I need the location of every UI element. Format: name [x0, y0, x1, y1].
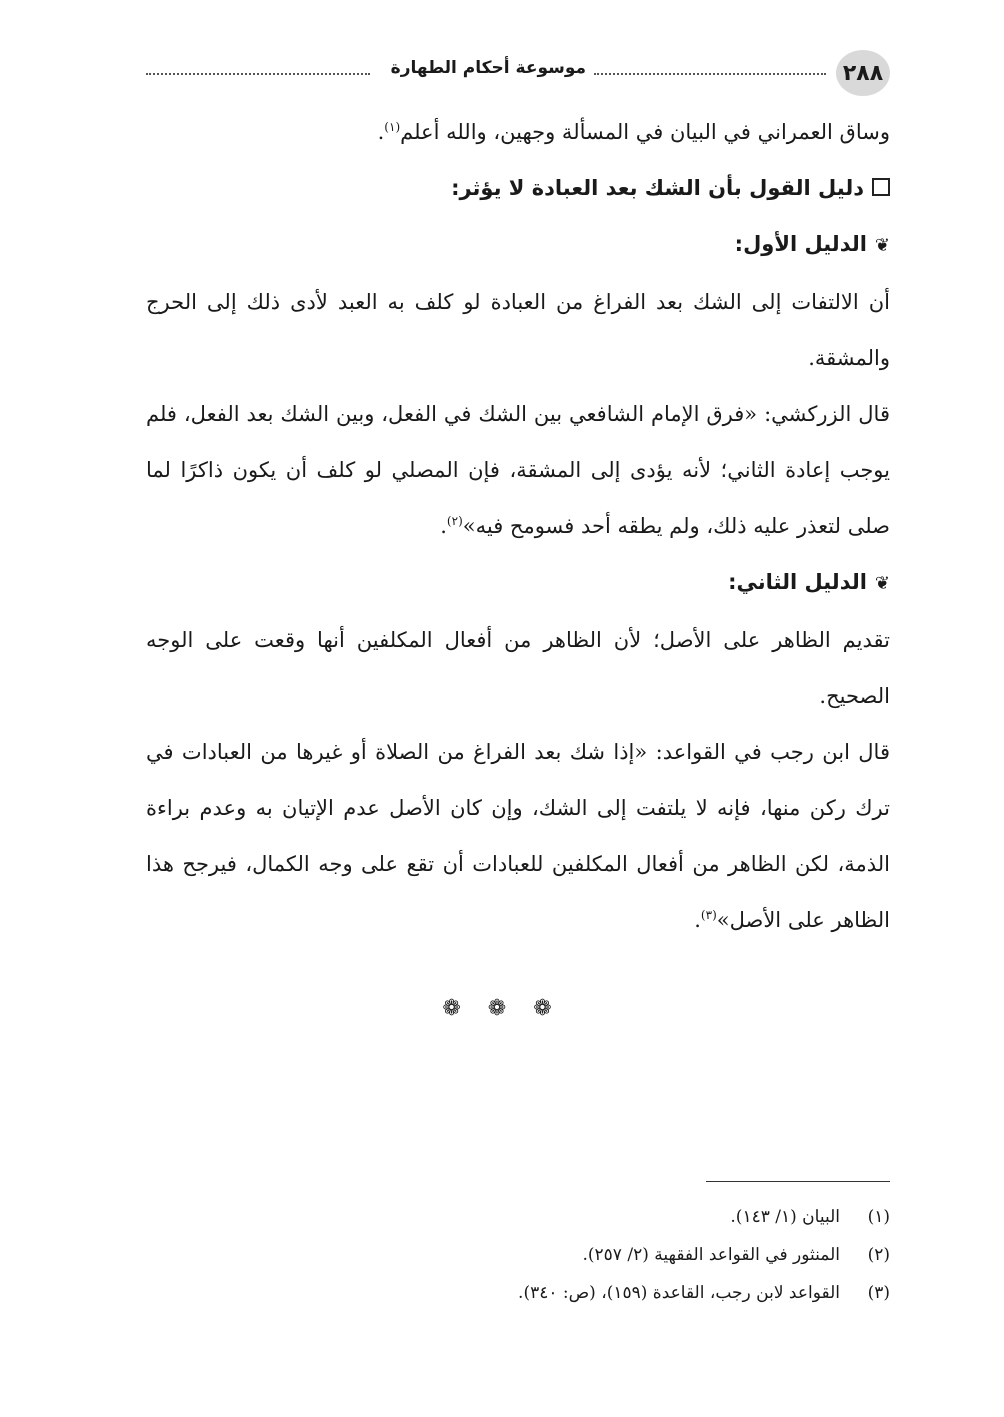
paragraph-end: . — [694, 908, 701, 932]
checkbox-icon — [872, 178, 890, 196]
section-ornament: ❁ ❁ ❁ — [442, 996, 562, 1021]
footnote-ref[interactable]: (٣) — [700, 908, 717, 922]
leaf-icon: ❦ — [874, 235, 890, 256]
footnote-number: (١) — [867, 1207, 890, 1227]
paragraph: تقديم الظاهر على الأصل؛ لأن الظاهر من أفعال المكلفين أنها وقعت على الوجه الصحيح. — [146, 628, 890, 708]
page-number: ٢٨٨ — [836, 50, 890, 96]
footnote — [146, 1274, 890, 1312]
page-body — [146, 104, 890, 948]
footnote-text: المنثور في القواعد الفقهية (٢/ ٢٥٧). — [582, 1245, 840, 1265]
footnote-ref[interactable]: (١) — [384, 120, 401, 134]
footnote — [146, 1236, 890, 1274]
paragraph — [146, 104, 890, 160]
footnote-divider — [706, 1181, 890, 1182]
paragraph: أن الالتفات إلى الشك بعد الفراغ من العبادة لو كلف به العبد لأدى ذلك إلى الحرج والمشقة. — [146, 290, 890, 370]
header-divider — [146, 73, 370, 75]
running-title: موسوعة أحكام الطهارة — [387, 58, 590, 78]
paragraph-text: قال الزركشي: «فرق الإمام الشافعي بين الشك في الفعل، وبين الشك بعد الفعل، فلم يوجب إعادة الثاني؛ لأنه يؤدى إلى المشقة، فإن المصلي لو كلف أن يكون ذاكرًا لما صلى لتعذر عليه ذلك، ولم يطقه أحد فسومح فيه» — [146, 402, 890, 538]
footnote-ref[interactable]: (٢) — [446, 514, 463, 528]
paragraph-text: قال ابن رجب في القواعد: «إذا شك بعد الفراغ من الصلاة أو غيرها من العبادات في ترك ركن منها، فإنه لا يلتفت إلى الشك، وإن كان الأصل عدم الإتيان به وعدم براءة الذمة، لكن الظاهر من أفعال المكلفين للعبادات أن تقع على وجه الكمال، فيرجح هذا الظاهر على الأصل» — [146, 740, 890, 932]
paragraph-text: وساق العمراني في البيان في المسألة وجهين، والله أعلم — [400, 120, 890, 144]
header-divider — [594, 73, 826, 75]
paragraph-end: . — [377, 120, 385, 144]
footnote-text: البيان (١/ ١٤٣). — [730, 1207, 840, 1227]
footnote — [146, 1198, 890, 1236]
footnote-text: القواعد لابن رجب، القاعدة (١٥٩)، (ص: ٣٤٠). — [518, 1283, 840, 1303]
footnote-number: (٢) — [867, 1245, 890, 1265]
leaf-icon: ❦ — [874, 573, 890, 594]
subsection-heading-text: الدليل الأول: — [734, 232, 867, 256]
section-heading-text: دليل القول بأن الشك بعد العبادة لا يؤثر: — [451, 176, 864, 200]
quote-paragraph — [146, 724, 890, 948]
footnotes — [146, 1198, 890, 1312]
page-header — [146, 42, 890, 98]
footnote-number: (٣) — [867, 1283, 890, 1303]
subsection-heading — [146, 216, 890, 274]
quote-paragraph — [146, 386, 890, 554]
subsection-heading-text: الدليل الثاني: — [728, 570, 867, 594]
paragraph-end: . — [440, 514, 447, 538]
section-heading — [146, 160, 890, 216]
subsection-heading — [146, 554, 890, 612]
